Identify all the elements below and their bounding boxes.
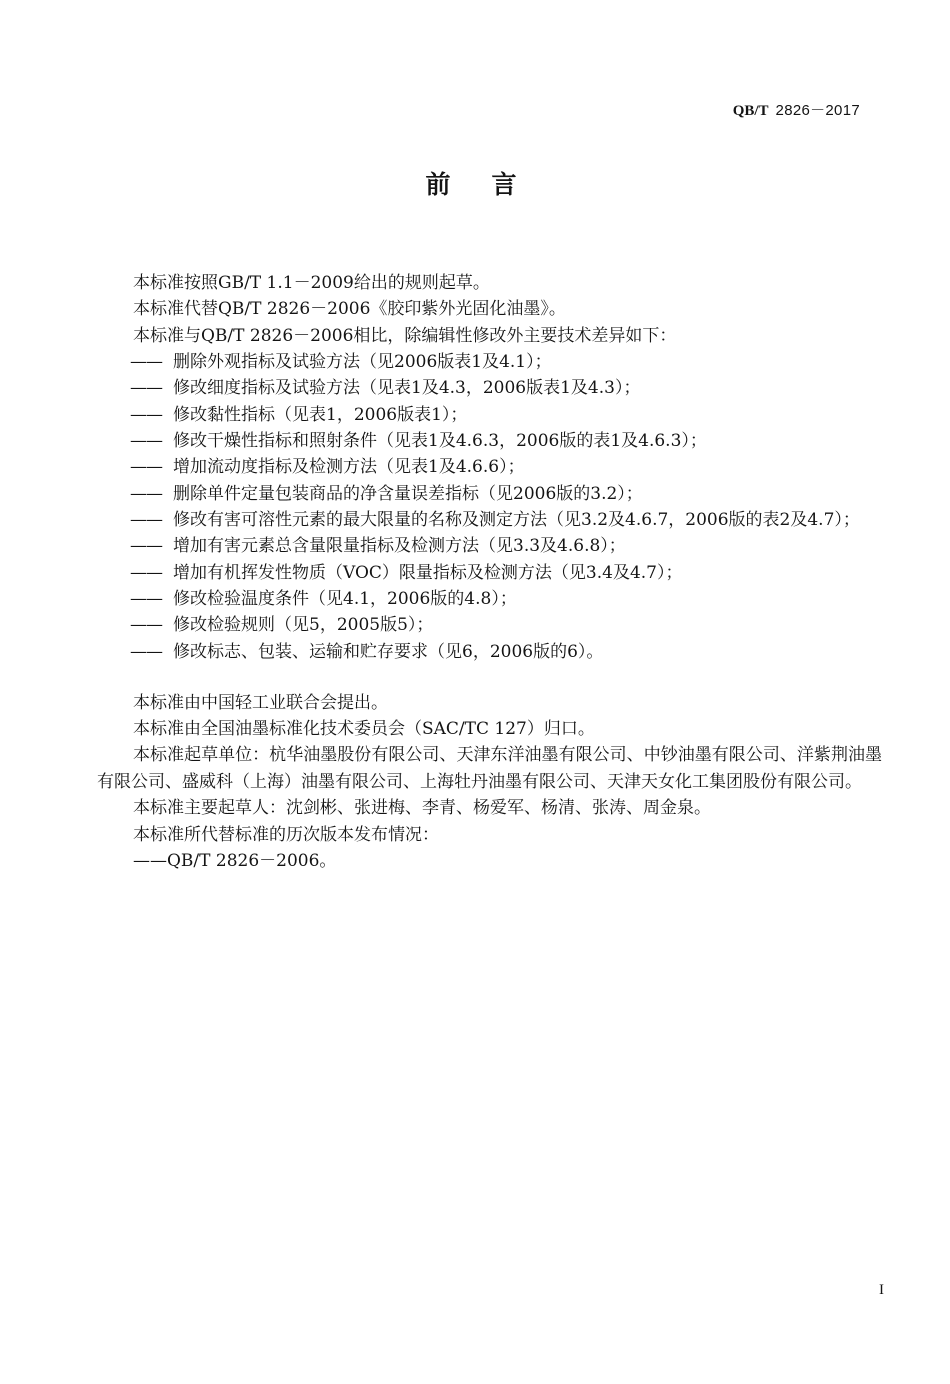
dash-marker: —— [130, 457, 162, 478]
dash-marker: —— [130, 378, 162, 399]
dash-marker: —— [130, 352, 162, 373]
standard-code [733, 100, 860, 121]
list-item-text: 增加有机挥发性物质（VOC）限量指标及检测方法（见3.4及4.7）； [173, 562, 683, 583]
intro-paragraph-differences: 本标准与QB/T 2826－2006相比，除编辑性修改外主要技术差异如下： [133, 325, 677, 346]
intro-group [97, 270, 882, 349]
list-item [97, 560, 882, 586]
page-number: I [879, 1282, 884, 1298]
list-item [97, 375, 882, 401]
dash-marker: —— [130, 536, 162, 557]
dash-marker: —— [130, 615, 162, 636]
list-item [97, 481, 882, 507]
dash-marker: —— [130, 641, 162, 662]
list-item-text: 修改黏性指标（见表1，2006版表1）； [173, 404, 468, 425]
list-item-text: 修改细度指标及试验方法（见表1及4.3，2006版表1及4.3）； [173, 378, 641, 399]
dash-marker: —— [130, 483, 162, 504]
list-item-text: 修改有害可溶性元素的最大限量的名称及测定方法（见3.2及4.6.7，2006版的表2及4.7）； [173, 510, 860, 531]
list-item-text: 删除外观指标及试验方法（见2006版表1及4.1）； [173, 352, 552, 373]
info-paragraph-committee: 本标准由全国油墨标准化技术委员会（SAC/TC 127）归口。 [133, 719, 595, 740]
standard-code-prefix: QB/T [732, 103, 769, 119]
dash-marker: —— [130, 589, 162, 610]
dash-marker: —— [130, 510, 162, 531]
list-item [97, 349, 882, 375]
preface-body [97, 270, 882, 874]
dash-marker: —— [130, 431, 162, 452]
list-item [97, 612, 882, 638]
list-item [97, 507, 882, 533]
list-item [97, 428, 882, 454]
dash-marker: —— [130, 562, 162, 583]
page-title: 前 言 [425, 170, 525, 199]
list-item-text: 增加有害元素总含量限量指标及检测方法（见3.3及4.6.8）； [173, 536, 626, 557]
list-item-text: 删除单件定量包装商品的净含量误差指标（见2006版的3.2）； [173, 483, 643, 504]
intro-paragraph-replaces: 本标准代替QB/T 2826－2006《胶印紫外光固化油墨》。 [133, 299, 566, 320]
info-paragraph-history-intro: 本标准所代替标准的历次版本发布情况： [133, 824, 439, 845]
list-item [97, 639, 882, 665]
info-paragraph-proposer: 本标准由中国轻工业联合会提出。 [133, 692, 388, 713]
dash-marker: —— [130, 404, 162, 425]
technical-changes-list [97, 349, 882, 665]
list-item [97, 402, 882, 428]
intro-paragraph-drafting-rules: 本标准按照GB/T 1.1－2009给出的规则起草。 [133, 273, 490, 293]
info-paragraph-drafters: 本标准主要起草人：沈剑彬、张进梅、李青、杨爱军、杨清、张涛、周金泉。 [133, 798, 711, 819]
list-item-text: 修改检验规则（见5，2005版5）； [173, 615, 434, 636]
previous-edition-item: ——QB/T 2826－2006。 [133, 850, 337, 871]
list-item-text: 增加流动度指标及检测方法（见表1及4.6.6）； [173, 457, 525, 478]
info-group [97, 690, 882, 874]
list-item-text: 修改干燥性指标和照射条件（见表1及4.6.3，2006版的表1及4.6.3）； [173, 431, 707, 452]
list-item-text: 修改标志、包装、运输和贮存要求（见6，2006版的6）。 [173, 641, 604, 662]
info-paragraph-drafting-units: 本标准起草单位：杭华油墨股份有限公司、天津东洋油墨有限公司、中钞油墨有限公司、洋紫荆油墨有限公司、盛威科（上海）油墨有限公司、上海牡丹油墨有限公司、天津天女化工集团股份有限公司。 [97, 745, 882, 792]
list-item [97, 454, 882, 480]
list-item-text: 修改检验温度条件（见4.1，2006版的4.8）； [173, 589, 517, 610]
list-item [97, 586, 882, 612]
standard-code-number: 2826－2017 [775, 102, 860, 119]
list-item [97, 533, 882, 559]
